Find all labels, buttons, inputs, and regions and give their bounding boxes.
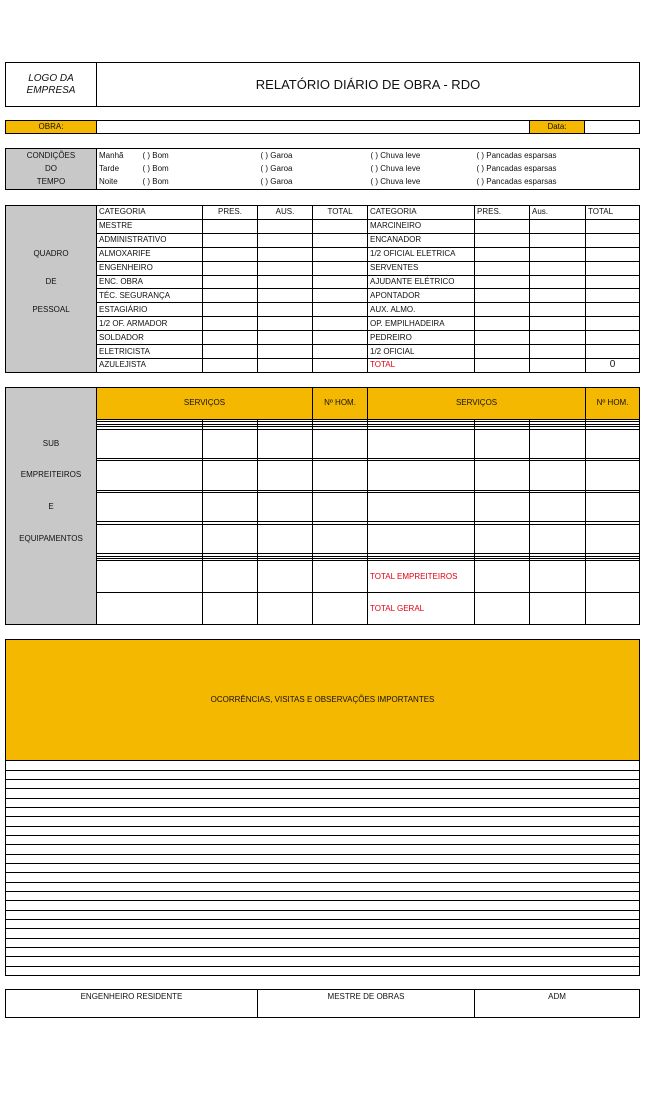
staff-header-cell: TOTAL [586, 206, 640, 220]
weather-option[interactable]: ( ) Pancadas esparsas [475, 176, 640, 190]
services-cell[interactable] [97, 593, 203, 625]
services-cell[interactable] [97, 461, 203, 490]
staff-category: 1/2 OFICIAL [368, 345, 475, 359]
staff-count-cell[interactable] [203, 247, 258, 261]
staff-header-row [6, 206, 640, 220]
staff-count-cell[interactable] [530, 233, 586, 247]
ocorrencias-entry[interactable] [6, 770, 640, 779]
signatures-block [5, 989, 640, 1018]
services-row [6, 493, 640, 522]
nhom-header: Nº HOM. [586, 388, 640, 420]
weather-option[interactable]: ( ) Bom [141, 176, 259, 190]
weather-option[interactable]: ( ) Garoa [260, 163, 293, 173]
obra-row [5, 120, 640, 134]
signature-label: ENGENHEIRO RESIDENTE [80, 992, 183, 1001]
staff-count-cell[interactable] [203, 275, 258, 289]
staff-category: APONTADOR [368, 289, 475, 303]
services-cell[interactable] [530, 524, 586, 553]
services-side-label [6, 593, 97, 625]
ocorrencias-entry[interactable] [6, 817, 640, 826]
ocorrencias-line [6, 826, 640, 835]
staff-count-cell[interactable] [313, 275, 368, 289]
staff-count-cell[interactable] [258, 219, 313, 233]
ocorrencias-entry[interactable] [6, 947, 640, 956]
staff-count-cell[interactable] [258, 275, 313, 289]
staff-category: ENCANADOR [368, 233, 475, 247]
staff-category: ESTAGIÁRIO [97, 303, 203, 317]
services-cell[interactable] [97, 561, 203, 593]
staff-count-cell[interactable] [203, 358, 258, 372]
ocorrencias-entry[interactable] [6, 966, 640, 975]
ocorrencias-entry[interactable] [6, 798, 640, 807]
staff-count-cell[interactable] [530, 247, 586, 261]
weather-option[interactable]: ( ) Pancadas esparsas [475, 149, 640, 163]
staff-count-cell[interactable] [475, 358, 530, 372]
staff-count-cell[interactable] [203, 303, 258, 317]
staff-count-cell[interactable] [586, 317, 640, 331]
staff-count-cell[interactable] [258, 358, 313, 372]
ocorrencias-header-row [6, 640, 640, 761]
services-cell[interactable] [258, 429, 313, 458]
staff-count-cell[interactable] [530, 219, 586, 233]
staff-count-cell[interactable] [313, 331, 368, 345]
weather-period: Noite [97, 176, 141, 190]
staff-side-label [6, 331, 97, 345]
ocorrencias-entry[interactable] [6, 845, 640, 854]
services-cell[interactable] [475, 561, 530, 593]
staff-count-cell[interactable] [586, 289, 640, 303]
staff-side-label: DE [6, 275, 97, 289]
staff-count-cell[interactable] [258, 289, 313, 303]
weather-option[interactable]: ( ) Garoa [259, 149, 369, 163]
staff-header-cell: AUS. [258, 206, 313, 220]
staff-count-cell[interactable] [313, 219, 368, 233]
staff-side-label [6, 206, 97, 220]
services-cell[interactable] [313, 429, 368, 458]
staff-side-label: PESSOAL [6, 303, 97, 317]
staff-row [6, 331, 640, 345]
staff-count-cell[interactable] [475, 275, 530, 289]
services-cell[interactable] [368, 493, 475, 522]
services-cell[interactable] [203, 429, 258, 458]
signature-label: ADM [548, 992, 566, 1001]
obra-field[interactable] [97, 121, 530, 134]
obra-label: OBRA: [6, 121, 97, 134]
services-cell[interactable] [530, 493, 586, 522]
staff-category: AUX. ALMO. [368, 303, 475, 317]
staff-count-cell[interactable] [475, 289, 530, 303]
ocorrencias-line [6, 817, 640, 826]
staff-count-cell[interactable] [475, 345, 530, 359]
ocorrencias-entry[interactable] [6, 891, 640, 900]
services-cell[interactable] [203, 524, 258, 553]
staff-count-cell[interactable] [258, 233, 313, 247]
staff-category: OP. EMPILHADEIRA [368, 317, 475, 331]
signature-label: MESTRE DE OBRAS [327, 992, 405, 1001]
staff-total-value: 0 [586, 358, 640, 372]
weather-option[interactable]: ( ) Bom [141, 149, 259, 163]
staff-row [6, 233, 640, 247]
staff-category: 1/2 OF. ARMADOR [97, 317, 203, 331]
services-side-label [6, 561, 97, 593]
header-block [5, 62, 640, 107]
page-title: RELATÓRIO DIÁRIO DE OBRA - RDO [97, 63, 640, 107]
staff-count-cell[interactable] [586, 303, 640, 317]
staff-count-cell[interactable] [258, 261, 313, 275]
staff-count-cell[interactable] [475, 303, 530, 317]
ocorrencias-entry[interactable] [6, 873, 640, 882]
services-cell[interactable] [586, 524, 640, 553]
ocorrencias-line [6, 835, 640, 844]
staff-side-label [6, 219, 97, 233]
services-cell[interactable] [313, 593, 368, 625]
staff-count-cell[interactable] [475, 233, 530, 247]
ocorrencias-line [6, 891, 640, 900]
ocorrencias-entry[interactable] [6, 938, 640, 947]
staff-category: ELETRICISTA [97, 345, 203, 359]
staff-count-cell[interactable] [530, 275, 586, 289]
staff-count-cell[interactable] [586, 261, 640, 275]
ocorrencias-entry[interactable] [6, 779, 640, 788]
staff-count-cell[interactable] [586, 219, 640, 233]
staff-count-cell[interactable] [313, 345, 368, 359]
ocorrencias-line [6, 919, 640, 928]
staff-count-cell[interactable] [203, 289, 258, 303]
staff-count-cell[interactable] [530, 345, 586, 359]
ocorrencias-line [6, 854, 640, 863]
staff-header-cell: TOTAL [313, 206, 368, 220]
staff-count-cell[interactable] [258, 331, 313, 345]
services-cell[interactable] [313, 493, 368, 522]
staff-header-cell: CATEGORIA [368, 206, 475, 220]
staff-side-label [6, 261, 97, 275]
weather-option[interactable]: ( ) Chuva leve [369, 149, 475, 163]
services-cell[interactable] [97, 524, 203, 553]
weather-label-line: DO [6, 162, 97, 175]
services-cell[interactable] [586, 493, 640, 522]
staff-category: MARCINEIRO [368, 219, 475, 233]
staff-count-cell[interactable] [475, 219, 530, 233]
ocorrencias-line [6, 863, 640, 872]
staff-count-cell[interactable] [475, 247, 530, 261]
weather-row [6, 176, 640, 190]
ocorrencias-entry[interactable] [6, 835, 640, 844]
services-cell[interactable] [203, 493, 258, 522]
services-cell[interactable] [475, 493, 530, 522]
services-side-label [6, 388, 97, 420]
staff-side-label [6, 233, 97, 247]
staff-count-cell[interactable] [203, 345, 258, 359]
signature-mestre[interactable] [258, 990, 475, 1018]
staff-count-cell[interactable] [586, 275, 640, 289]
services-cell[interactable] [97, 493, 203, 522]
weather-period: Tarde [97, 162, 141, 175]
staff-count-cell[interactable] [586, 331, 640, 345]
services-cell[interactable] [258, 593, 313, 625]
staff-category: ENGENHEIRO [97, 261, 203, 275]
services-cell[interactable] [475, 524, 530, 553]
ocorrencias-line [6, 798, 640, 807]
weather-option[interactable]: ( ) Chuva leve [369, 176, 475, 190]
weather-label-line: TEMPO [6, 176, 97, 190]
data-label: Data: [530, 121, 585, 134]
services-cell[interactable] [203, 561, 258, 593]
services-cell[interactable] [586, 429, 640, 458]
ocorrencias-line [6, 770, 640, 779]
services-cell[interactable] [313, 524, 368, 553]
services-cell[interactable] [368, 524, 475, 553]
staff-category: PEDREIRO [368, 331, 475, 345]
staff-count-cell[interactable] [475, 261, 530, 275]
staff-category: TÉC. SEGURANÇA [97, 289, 203, 303]
services-cell[interactable] [368, 429, 475, 458]
staff-count-cell[interactable] [313, 358, 368, 372]
weather-option[interactable]: ( ) Pancadas esparsas [475, 162, 640, 175]
staff-count-cell[interactable] [530, 289, 586, 303]
staff-category: MESTRE [97, 219, 203, 233]
signature-engenheiro[interactable] [6, 990, 258, 1018]
services-row [6, 429, 640, 458]
weather-block [5, 148, 640, 190]
staff-count-cell[interactable] [258, 303, 313, 317]
staff-row [6, 303, 640, 317]
staff-side-label [6, 289, 97, 303]
ocorrencias-line [6, 789, 640, 798]
services-cell[interactable] [203, 461, 258, 490]
services-cell[interactable] [203, 593, 258, 625]
staff-row [6, 317, 640, 331]
services-cell[interactable] [475, 429, 530, 458]
ocorrencias-entry[interactable] [6, 901, 640, 910]
staff-count-cell[interactable] [586, 247, 640, 261]
weather-label-line: CONDIÇÕES [6, 149, 97, 163]
total-empreiteiros-label: TOTAL EMPREITEIROS [368, 561, 475, 593]
ocorrencias-entry[interactable] [6, 957, 640, 966]
services-row [6, 561, 640, 593]
weather-option[interactable]: ( ) Bom [142, 163, 169, 173]
staff-count-cell[interactable] [203, 261, 258, 275]
staff-count-cell[interactable] [203, 317, 258, 331]
staff-category: ALMOXARIFE [97, 247, 203, 261]
services-cell[interactable] [258, 524, 313, 553]
services-cell[interactable] [258, 493, 313, 522]
services-cell[interactable] [97, 429, 203, 458]
staff-category: 1/2 OFICIAL ELETRICA [368, 247, 475, 261]
ocorrencias-title: OCORRÊNCIAS, VISITAS E OBSERVAÇÕES IMPORTANTES [6, 640, 640, 761]
staff-count-cell[interactable] [530, 317, 586, 331]
staff-category: AJUDANTE ELÉTRICO [368, 275, 475, 289]
staff-count-cell[interactable] [530, 261, 586, 275]
services-cell[interactable] [586, 561, 640, 593]
staff-count-cell[interactable] [313, 289, 368, 303]
services-cell[interactable] [475, 461, 530, 490]
services-cell[interactable] [258, 461, 313, 490]
data-field[interactable] [585, 121, 640, 134]
staff-header-cell: CATEGORIA [97, 206, 203, 220]
staff-side-label [6, 345, 97, 359]
staff-block [5, 205, 640, 373]
staff-count-cell[interactable] [313, 261, 368, 275]
ocorrencias-line [6, 929, 640, 938]
weather-row [6, 162, 640, 175]
ocorrencias-line [6, 966, 640, 975]
staff-row [6, 219, 640, 233]
staff-header-cell: PRES. [475, 206, 530, 220]
weather-option[interactable]: ( ) Garoa [259, 176, 369, 190]
staff-row [6, 289, 640, 303]
staff-row [6, 261, 640, 275]
services-row [6, 524, 640, 553]
ocorrencias-line [6, 779, 640, 788]
services-side-label: SUB [6, 429, 97, 458]
services-cell[interactable] [368, 461, 475, 490]
services-header: SERVIÇOS [97, 388, 313, 420]
ocorrencias-entry[interactable] [6, 929, 640, 938]
staff-count-cell[interactable] [258, 317, 313, 331]
staff-count-cell[interactable] [530, 358, 586, 372]
ocorrencias-line [6, 882, 640, 891]
services-cell[interactable] [586, 593, 640, 625]
staff-row [6, 275, 640, 289]
ocorrencias-line [6, 845, 640, 854]
services-cell[interactable] [586, 461, 640, 490]
ocorrencias-block [5, 639, 640, 976]
staff-count-cell[interactable] [586, 345, 640, 359]
staff-header-cell: Aus. [530, 206, 586, 220]
staff-count-cell[interactable] [203, 233, 258, 247]
staff-header-cell: PRES. [203, 206, 258, 220]
staff-count-cell[interactable] [530, 331, 586, 345]
staff-row [6, 345, 640, 359]
ocorrencias-entry[interactable] [6, 761, 640, 770]
staff-count-cell[interactable] [313, 247, 368, 261]
ocorrencias-entry[interactable] [6, 854, 640, 863]
staff-count-cell[interactable] [203, 219, 258, 233]
signature-adm[interactable] [475, 990, 640, 1018]
services-cell[interactable] [530, 461, 586, 490]
staff-row [6, 247, 640, 261]
staff-count-cell[interactable] [313, 233, 368, 247]
services-header: SERVIÇOS [368, 388, 586, 420]
staff-side-label [6, 358, 97, 372]
weather-option[interactable]: ( ) Chuva leve [370, 163, 421, 173]
services-cell[interactable] [313, 561, 368, 593]
services-cell[interactable] [530, 593, 586, 625]
services-block [5, 387, 640, 625]
services-row [6, 593, 640, 625]
company-logo-placeholder: LOGO DA EMPRESA [6, 63, 97, 107]
staff-category: ADMINISTRATIVO [97, 233, 203, 247]
staff-category: SERVENTES [368, 261, 475, 275]
staff-count-cell[interactable] [475, 331, 530, 345]
services-header-row [6, 388, 640, 420]
weather-period: Manhã [97, 149, 141, 163]
staff-count-cell[interactable] [313, 317, 368, 331]
ocorrencias-line [6, 873, 640, 882]
services-cell[interactable] [313, 461, 368, 490]
staff-row [6, 358, 640, 372]
ocorrencias-entry[interactable] [6, 807, 640, 816]
staff-count-cell[interactable] [586, 233, 640, 247]
ocorrencias-entry[interactable] [6, 919, 640, 928]
ocorrencias-line [6, 901, 640, 910]
services-cell[interactable] [475, 593, 530, 625]
ocorrencias-entry[interactable] [6, 789, 640, 798]
staff-count-cell[interactable] [530, 303, 586, 317]
staff-category: ENC. OBRA [97, 275, 203, 289]
staff-side-label: QUADRO [6, 247, 97, 261]
services-cell[interactable] [530, 561, 586, 593]
ocorrencias-line [6, 807, 640, 816]
staff-count-cell[interactable] [475, 317, 530, 331]
staff-total-label: TOTAL [368, 358, 475, 372]
ocorrencias-entry[interactable] [6, 910, 640, 919]
ocorrencias-line [6, 947, 640, 956]
staff-category: AZULEJISTA [97, 358, 203, 372]
ocorrencias-line [6, 910, 640, 919]
services-cell[interactable] [258, 561, 313, 593]
nhom-header: Nº HOM. [313, 388, 368, 420]
services-side-label: EMPREITEIROS [6, 461, 97, 490]
ocorrencias-line [6, 761, 640, 770]
services-side-label: E [6, 493, 97, 522]
services-cell[interactable] [530, 429, 586, 458]
staff-category: SOLDADOR [97, 331, 203, 345]
services-side-label: EQUIPAMENTOS [6, 524, 97, 553]
services-row [6, 461, 640, 490]
ocorrencias-entry[interactable] [6, 826, 640, 835]
ocorrencias-entry[interactable] [6, 863, 640, 872]
staff-count-cell[interactable] [203, 331, 258, 345]
total-geral-label: TOTAL GERAL [368, 593, 475, 625]
ocorrencias-entry[interactable] [6, 882, 640, 891]
staff-count-cell[interactable] [258, 345, 313, 359]
weather-row [6, 149, 640, 163]
staff-side-label [6, 317, 97, 331]
staff-count-cell[interactable] [313, 303, 368, 317]
staff-count-cell[interactable] [258, 247, 313, 261]
ocorrencias-line [6, 938, 640, 947]
ocorrencias-line [6, 957, 640, 966]
